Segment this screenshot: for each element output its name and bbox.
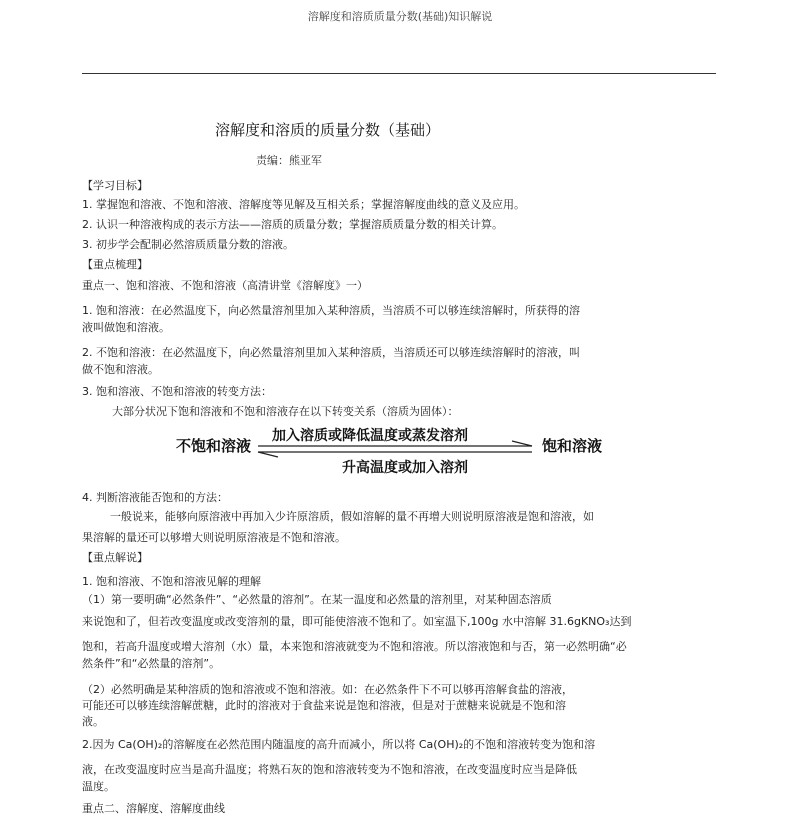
page-header: 溶解度和溶质质量分数(基础)知识解说 [307,10,493,23]
goal-item: 1. 掌握饱和溶液、不饱和溶液、溶解度等见解及互相关系；掌握溶解度曲线的意义及应用。 [82,198,525,211]
diagram-reverse-arrow-head [258,452,278,457]
goal-item: 3. 初步学会配制必然溶质质量分数的溶液。 [82,238,294,251]
paragraph-line: 液，在改变温度时应当是高升温度；将熟石灰的饱和溶液转变为不饱和溶液，在改变温度时应当是降低 [82,763,577,776]
header-divider [82,73,716,74]
subsection-heading: 重点一、饱和溶液、不饱和溶液（高清讲堂《溶解度》一） [82,279,368,292]
diagram-forward-arrow-head [512,441,532,446]
paragraph-line: 饱和，若高升温度或增大溶剂（水）量，本来饱和溶液就变为不饱和溶液。所以溶液饱和与否，第一必然明确“必 [82,640,627,653]
diagram-left-label: 不饱和溶液 [176,437,252,455]
paragraph-line: 来说饱和了，但若改变温度或改变溶剂的量，即可能使溶液不饱和了。如室温下,100g 水中溶解 31.6gKNO₃达到 [82,615,632,628]
paragraph-line: 液叫做饱和溶液。 [82,321,170,334]
diagram-reverse-condition: 升高温度或加入溶剂 [342,460,468,476]
paragraph-line: 2. 不饱和溶液：在必然温度下，向必然量溶剂里加入某种溶质，当溶质还可以够连续溶解时的溶液，叫 [82,346,580,359]
paragraph-line: 4. 判断溶液能否饱和的方法： [82,491,228,504]
document-title: 溶解度和溶质的质量分数（基础） [215,121,441,139]
paragraph-line: 大部分状况下饱和溶液和不饱和溶液存在以下转变关系（溶质为固体）： [112,405,459,418]
paragraph-line: 液。 [82,715,104,728]
paragraph-line: 可能还可以够连续溶解蔗糖，此时的溶液对于食盐来说是饱和溶液，但是对于蔗糖来说就是不饱和溶 [82,699,566,712]
subsection-heading: 重点二、溶解度、溶解度曲线 [82,802,225,815]
section-heading-key-explanations: 【重点解说】 [82,551,148,564]
section-heading-key-points: 【重点梳理】 [82,258,148,271]
paragraph-line: 一般说来，能够向原溶液中再加入少许原溶质，假如溶解的量不再增大则说明原溶液是饱和溶液，如 [110,510,594,523]
diagram-right-label: 饱和溶液 [542,437,603,455]
editor-credit: 责编：熊亚军 [256,154,322,167]
paragraph-line: 果溶解的量还可以够增大则说明原溶液是不饱和溶液。 [82,531,346,544]
conversion-diagram [172,418,612,480]
paragraph-line: 1. 饱和溶液、不饱和溶液见解的理解 [82,575,261,588]
paragraph-line: 做不饱和溶液。 [82,363,159,376]
goal-item: 2. 认识一种溶液构成的表示方法——溶质的质量分数；掌握溶质质量分数的相关计算。 [82,218,503,231]
paragraph-line: 2.因为 Ca(OH)₂的溶解度在必然范围内随温度的高升而减小，所以将 Ca(OH)₂的不饱和溶液转变为饱和溶 [82,738,596,751]
paragraph-line: （2）必然明确是某种溶质的饱和溶液或不饱和溶液。如：在必然条件下不可以够再溶解食盐的溶液， [82,683,573,696]
section-heading-learning-goals: 【学习目标】 [82,179,148,192]
paragraph-line: 然条件”和“必然量的溶剂”。 [82,657,221,670]
paragraph-line: 1. 饱和溶液：在必然温度下，向必然量溶剂里加入某种溶质，当溶质不可以够连续溶解时，所获得的溶 [82,304,580,317]
paragraph-line: 3. 饱和溶液、不饱和溶液的转变方法： [82,385,272,398]
diagram-forward-condition: 加入溶质或降低温度或蒸发溶剂 [272,428,468,444]
paragraph-line: 温度。 [82,780,115,793]
paragraph-line: （1）第一要明确“必然条件”、“必然量的溶剂”。在某一温度和必然量的溶剂里，对某种固态溶质 [82,593,552,606]
